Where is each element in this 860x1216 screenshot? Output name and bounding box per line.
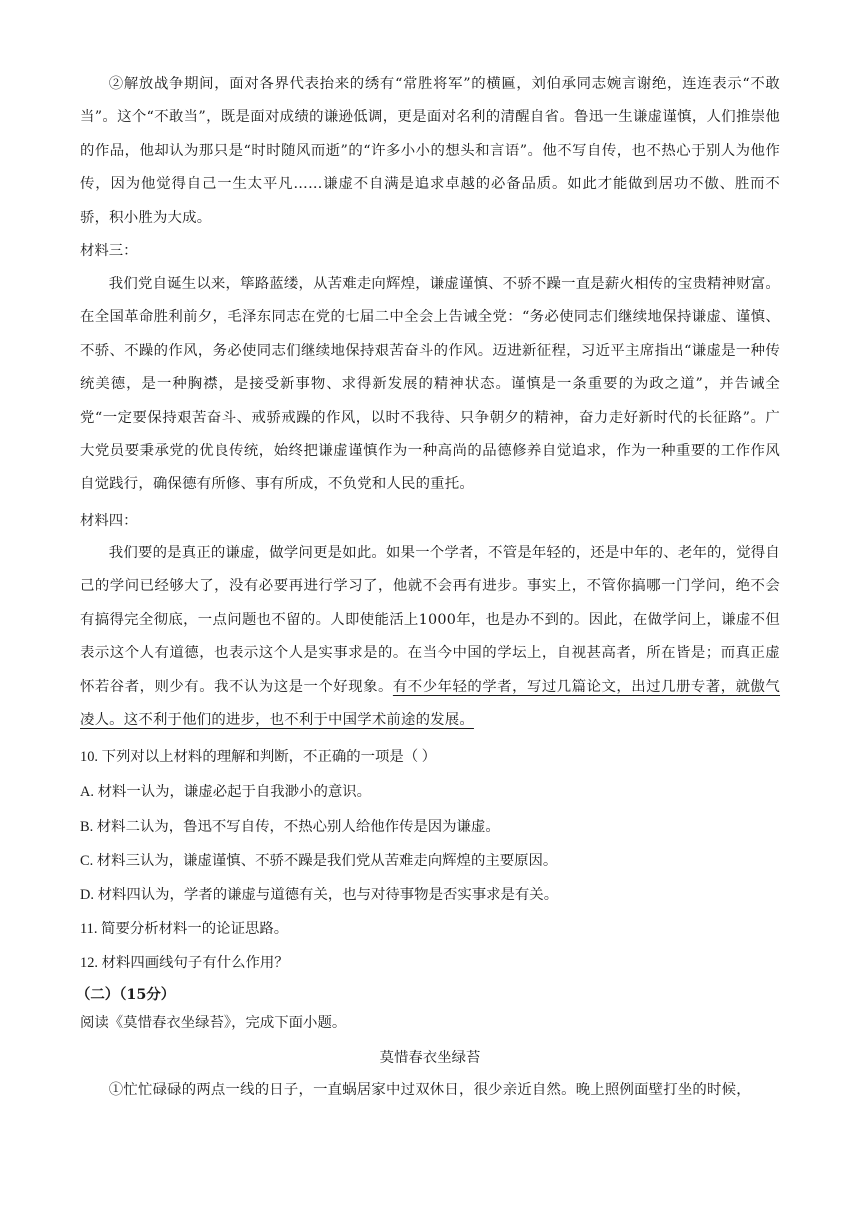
question-12: 12. 材料四画线句子有什么作用？ bbox=[80, 955, 289, 971]
material4-heading: 材料四： bbox=[80, 513, 138, 529]
material4-underlined-sentence: 有不少年轻的学者，写过几篇论文，出过几册专著，就傲气凌人。这不利于他们的进步，也不利于中国学术前途的发展。 bbox=[80, 678, 781, 729]
material2-paragraph: ②解放战争期间，面对各界代表抬来的绣有“常胜将军”的横匾，刘伯承同志婉言谢绝，连连表示“不敢当”。这个“不敢当”，既是面对成绩的谦逊低调，更是面对名利的清醒自省。鲁迅一生谦虚谨慎，人们推崇他的作品，他却认为那只是“时时随风而逝”的“许多小小的想头和言语”。他不写自传，也不热心于别人为他作传，因为他觉得自己一生太平凡……谦虚不自满是追求卓越的必备品质。如此才能做到居功不傲、胜而不骄，积小胜为大成。 bbox=[80, 76, 780, 226]
material3-paragraph: 我们党自诞生以来，筚路蓝缕，从苦难走向辉煌，谦虚谨慎、不骄不躁一直是薪火相传的宝贵精神财富。在全国革命胜利前夕，毛泽东同志在党的七届二中全会上告诫全党：“务必使同志们继续地保持谦虚、谨慎、不骄、不躁的作风，务必使同志们继续地保持艰苦奋斗的作风。迈进新征程，习近平主席指出“谦虚是一种传统美德，是一种胸襟，是接受新事物、求得新发展的精神状态。谨慎是一条重要的为政之道”，并告诫全党“一定要保持艰苦奋斗、戒骄戒躁的作风，以时不我待、只争朝夕的精神，奋力走好新时代的长征路”。广大党员要秉承党的优良传统，始终把谦虚谨慎作为一种高尚的品德修养自觉追求，作为一种重要的工作作风自觉践行，确保德有所修、事有所成，不负党和人民的重托。 bbox=[80, 276, 780, 493]
question-10-option-a: A. 材料一认为，谦虚必起于自我渺小的意识。 bbox=[80, 784, 372, 800]
material4-text: 我们要的是真正的谦虚，做学问更是如此。如果一个学者，不管是年轻的，还是中年的、老年的，觉得自己的学问已经够大了，没有必要再进行学习了，他就不会再有进步。事实上，不管你搞哪一门学问，绝不会有搞得完全彻底，一点问题也不留的。人即使能活上1000年，也是办不到的。因此，在做学问上，谦虚不但表示这个人有道德，也表示这个人是实事求是的。在当今中国的学坛上，自视甚高者，所在皆是；而真正虚怀若谷者，则少有。我不认为这是一个好现象。 bbox=[80, 545, 780, 695]
question-10-option-d: D. 材料四认为，学者的谦虚与道德有关，也与对待事物是否实事求是有关。 bbox=[80, 887, 559, 903]
material4-paragraph bbox=[80, 537, 780, 737]
question-11: 11. 简要分析材料一的论证思路。 bbox=[80, 921, 289, 937]
essay-title: 莫惜春衣坐绿苔 bbox=[379, 1050, 481, 1066]
section-2-intro: 阅读《莫惜春衣坐绿苔》，完成下面小题。 bbox=[80, 1015, 347, 1031]
question-10-option-b: B. 材料二认为，鲁迅不写自传，不热心别人给他作传是因为谦虚。 bbox=[80, 819, 500, 835]
section-2-heading: （二）（15分） bbox=[76, 986, 176, 1003]
material3-heading: 材料三： bbox=[80, 243, 138, 259]
question-10-option-c: C. 材料三认为，谦虚谨慎、不骄不躁是我们党从苦难走向辉煌的主要原因。 bbox=[80, 853, 558, 869]
question-10: 10. 下列对以上材料的理解和判断，不正确的一项是（ ） bbox=[80, 749, 437, 765]
essay-paragraph-1: ①忙忙碌碌的两点一线的日子，一直蜗居家中过双休日，很少亲近自然。晚上照例面壁打坐的时候， bbox=[108, 1082, 751, 1098]
